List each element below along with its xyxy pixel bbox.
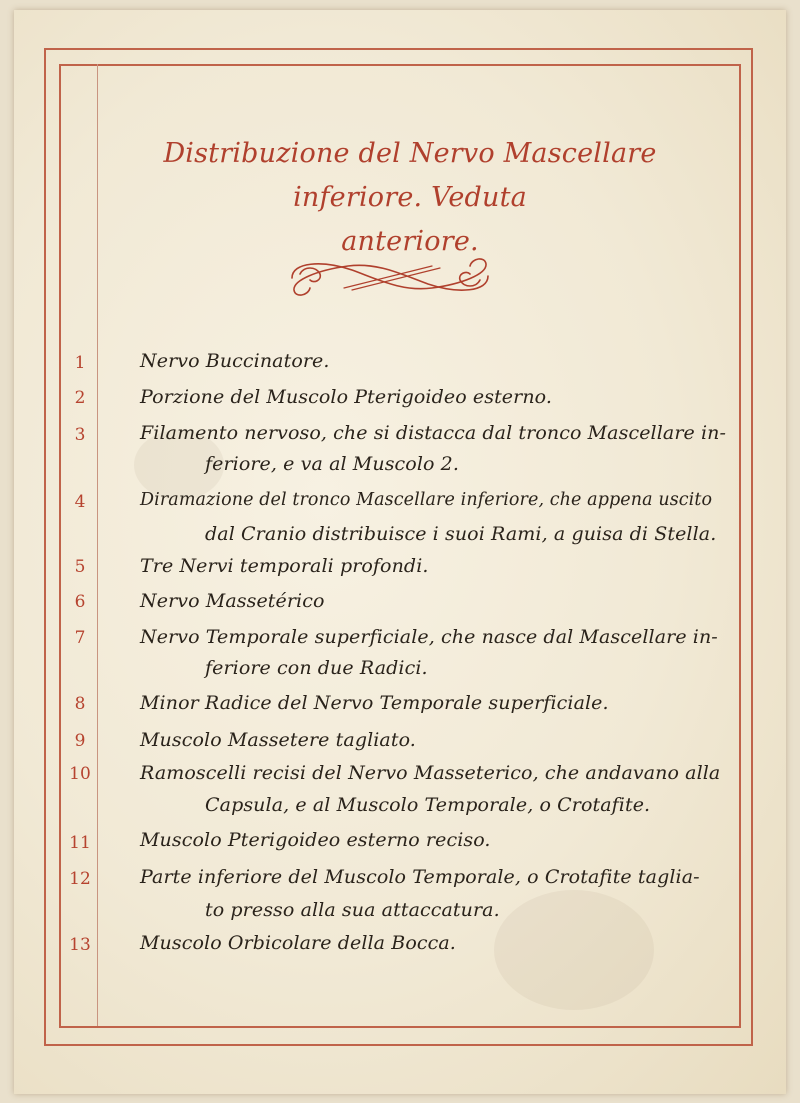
entry-text: Ramoscelli recisi del Nervo Masseterico, che andavano alla bbox=[140, 762, 721, 784]
entry-text: Diramazione del tronco Mascellare inferiore, che appena uscito bbox=[140, 490, 713, 510]
entry-number: 8 bbox=[74, 694, 86, 714]
entry-text-continuation: dal Cranio distribuisce i suoi Rami, a guisa di Stella. bbox=[205, 523, 717, 545]
entry-text: Muscolo Massetere tagliato. bbox=[140, 729, 416, 751]
entry-text: Muscolo Pterigoideo esterno reciso. bbox=[140, 829, 491, 851]
page-title bbox=[100, 132, 720, 264]
entry-text-continuation: feriore con due Radici. bbox=[205, 657, 428, 679]
title-line-1: Distribuzione del Nervo Mascellare inferiore. Veduta bbox=[163, 138, 657, 213]
entry-number: 9 bbox=[74, 731, 86, 751]
entry-text: Muscolo Orbicolare della Bocca. bbox=[140, 932, 456, 954]
title-line-2: anteriore. bbox=[341, 226, 479, 257]
entry-number: 11 bbox=[69, 833, 91, 853]
entry-text: Nervo Massetérico bbox=[140, 590, 325, 612]
entry-text-continuation: feriore, e va al Muscolo 2. bbox=[205, 453, 460, 475]
entry-number: 1 bbox=[74, 353, 86, 373]
entry-text: Parte inferiore del Muscolo Temporale, o Crotafite taglia- bbox=[140, 866, 700, 888]
entry-number: 3 bbox=[74, 425, 86, 445]
entry-number: 7 bbox=[74, 628, 86, 648]
entry-text: Porzione del Muscolo Pterigoideo esterno. bbox=[140, 386, 553, 408]
entry-number: 10 bbox=[69, 764, 91, 784]
calligraphic-flourish bbox=[282, 252, 498, 302]
entry-number: 6 bbox=[74, 592, 86, 612]
entry-number: 4 bbox=[74, 492, 86, 512]
entry-text-continuation: to presso alla sua attaccatura. bbox=[205, 899, 500, 921]
entry-number: 2 bbox=[74, 388, 86, 408]
entry-text: Nervo Temporale superficiale, che nasce dal Mascellare in- bbox=[140, 626, 718, 648]
entry-number: 13 bbox=[69, 935, 91, 955]
entry-number: 5 bbox=[74, 557, 86, 577]
entry-text: Nervo Buccinatore. bbox=[140, 350, 330, 372]
entry-text: Minor Radice del Nervo Temporale superficiale. bbox=[140, 692, 609, 714]
entry-text: Tre Nervi temporali profondi. bbox=[140, 555, 429, 577]
entry-text-continuation: Capsula, e al Muscolo Temporale, o Crotafite. bbox=[205, 794, 651, 816]
margin-rule bbox=[97, 64, 98, 1026]
entry-number: 12 bbox=[69, 869, 91, 889]
entry-text: Filamento nervoso, che si distacca dal tronco Mascellare in- bbox=[140, 422, 727, 444]
